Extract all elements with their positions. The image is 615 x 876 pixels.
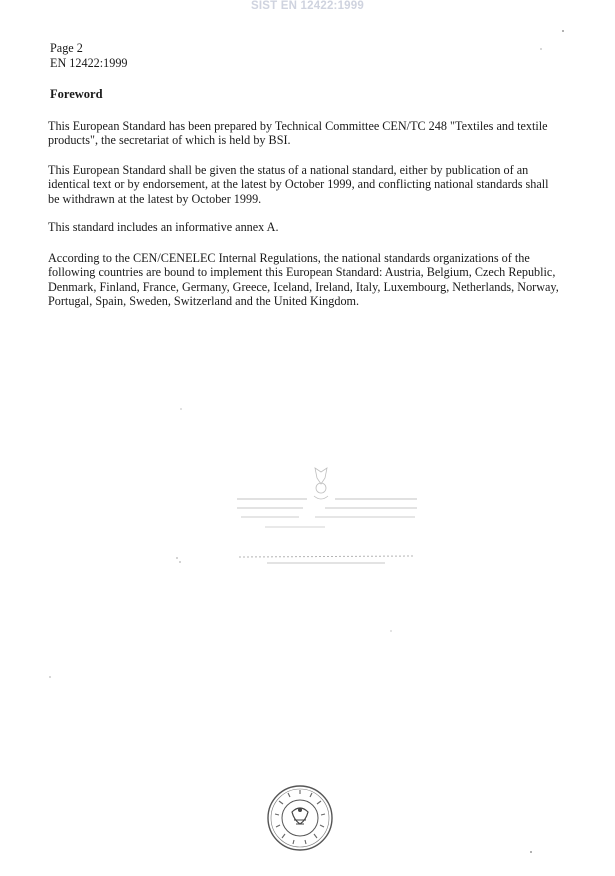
scan-speck — [180, 408, 182, 410]
scan-speck — [49, 676, 51, 678]
document-watermark: SIST EN 12422:1999 — [251, 0, 364, 12]
foreword-paragraph-2: This European Standard shall be given the status of a national standard, either by publication of an identical text or by endorsement, at the latest by October 1999, and conflicting national standards shall be withdrawn at the latest by October 1999. — [48, 163, 549, 206]
scan-speck — [530, 851, 532, 853]
section-heading: Foreword — [50, 87, 103, 101]
institute-stamp-icon — [175, 462, 435, 572]
foreword-paragraph-4: According to the CEN/CENELEC Internal Regulations, the national standards organizations of the following countries are bound to implement this European Standard: Austria, Belgium, Czech Republic, Denmark, Finland, France, Germany, Greece, Iceland, Ireland, Italy, Luxembourg, Netherlands, Norway, Portugal, Spain, Sweden, Switzerland and the United Kingdom. — [48, 251, 559, 309]
foreword-paragraph-1: This European Standard has been prepared by Technical Committee CEN/TC 248 "Textiles and textile products", the secretariat of which is held by BSI. — [48, 119, 548, 148]
scan-speck — [390, 630, 392, 632]
round-seal-icon — [266, 784, 334, 852]
foreword-paragraph-3: This standard includes an informative annex A. — [48, 220, 279, 234]
page-number: Page 2 — [50, 41, 83, 55]
scan-speck — [540, 48, 542, 50]
scan-speck — [562, 30, 564, 32]
standard-identifier: EN 12422:1999 — [50, 56, 128, 70]
page-header — [50, 41, 128, 71]
